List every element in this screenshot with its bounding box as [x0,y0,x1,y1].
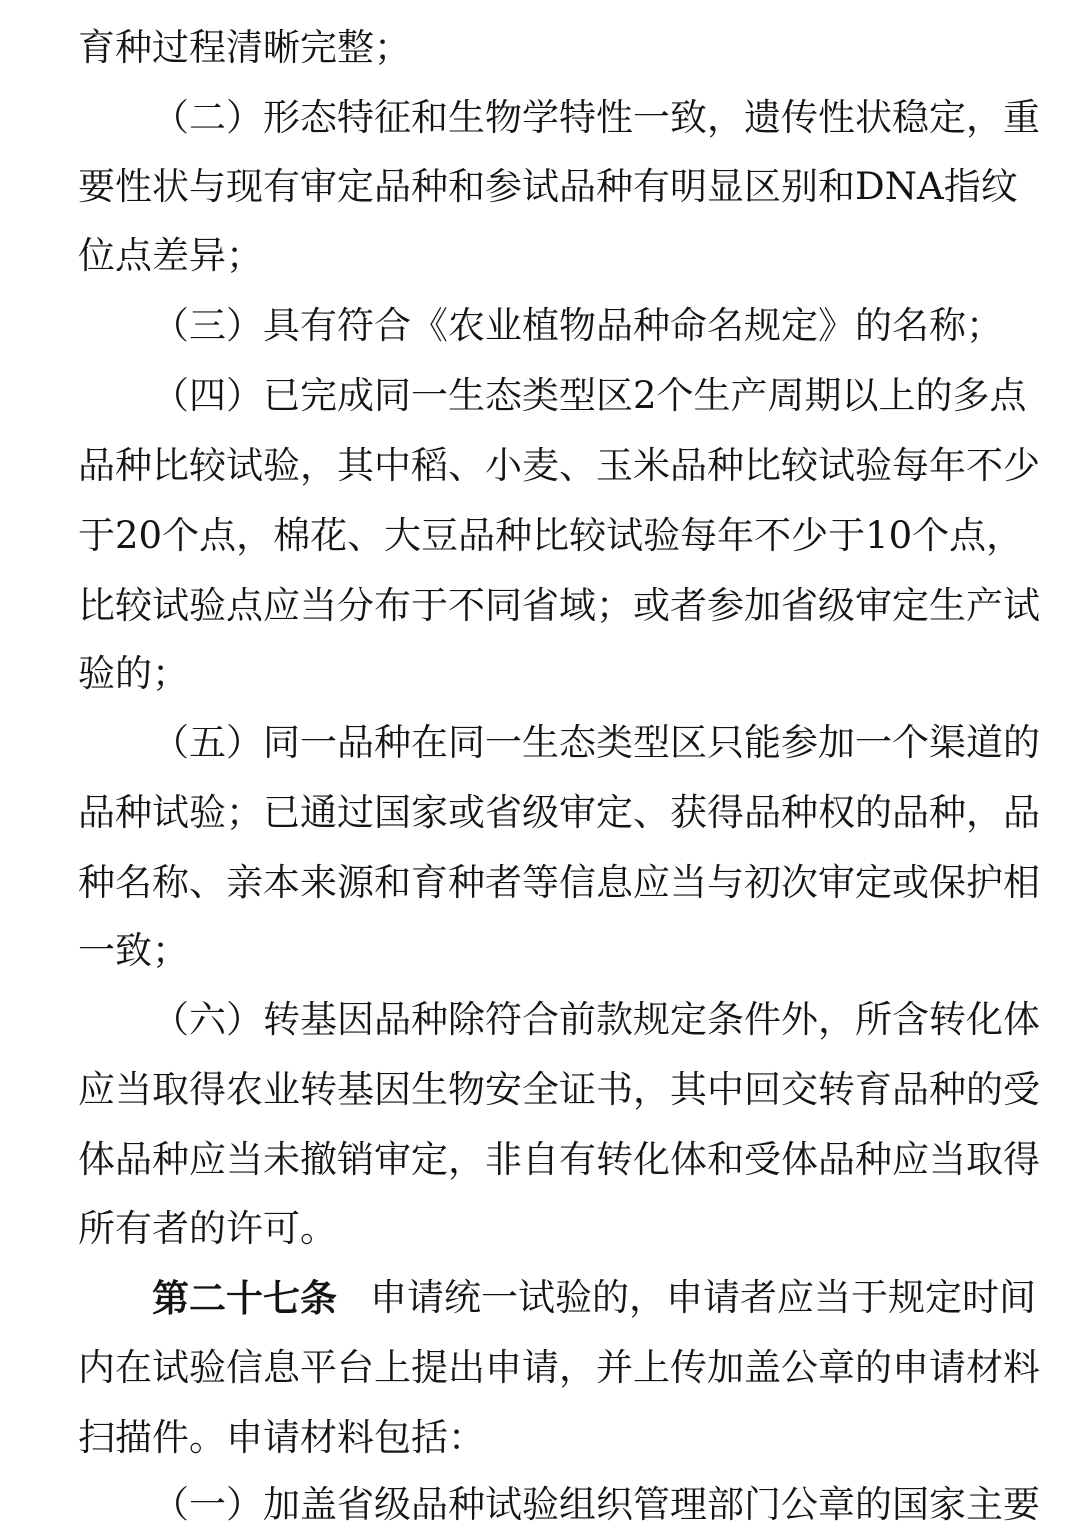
text-line: 验的； [78,652,189,695]
text-line: （二）形态特征和生物学特性一致，遗传性状稳定，重 [152,96,1040,139]
text-line: 比较试验点应当分布于不同省域；或者参加省级审定生产试 [78,584,1040,627]
text-line: 育种过程清晰完整； [78,26,411,69]
text-line: 要性状与现有审定品种和参试品种有明显区别和DNA指纹 [78,165,1018,208]
text-line: 位点差异； [78,234,263,277]
text-line: （四）已完成同一生态类型区2个生产周期以上的多点 [152,374,1027,417]
text-line: 所有者的许可。 [78,1207,337,1250]
article-title: 第二十七条 [152,1276,337,1320]
text-line: 一致； [78,929,189,972]
text-line: （五）同一品种在同一生态类型区只能参加一个渠道的 [152,721,1040,764]
text-line: 申请统一试验的，申请者应当于规定时间 [370,1276,1036,1319]
text-line: （一）加盖省级品种试验组织管理部门公章的国家主要 [152,1483,1040,1526]
text-line: 于20个点，棉花、大豆品种比较试验每年不少于10个点， [78,514,1024,557]
text-line: 扫描件。申请材料包括： [78,1416,485,1459]
text-line: 体品种应当未撤销审定，非自有转化体和受体品种应当取得 [78,1138,1040,1181]
text-line: （六）转基因品种除符合前款规定条件外，所含转化体 [152,998,1040,1041]
text-line: 品种试验；已通过国家或省级审定、获得品种权的品种，品 [78,791,1040,834]
text-line: 品种比较试验，其中稻、小麦、玉米品种比较试验每年不少 [78,444,1040,487]
text-line: 内在试验信息平台上提出申请，并上传加盖公章的申请材料 [78,1346,1040,1389]
text-line: 种名称、亲本来源和育种者等信息应当与初次审定或保护相 [78,861,1040,904]
text-line: （三）具有符合《农业植物品种命名规定》的名称； [152,304,1003,347]
text-line: 应当取得农业转基因生物安全证书，其中回交转育品种的受 [78,1068,1040,1111]
